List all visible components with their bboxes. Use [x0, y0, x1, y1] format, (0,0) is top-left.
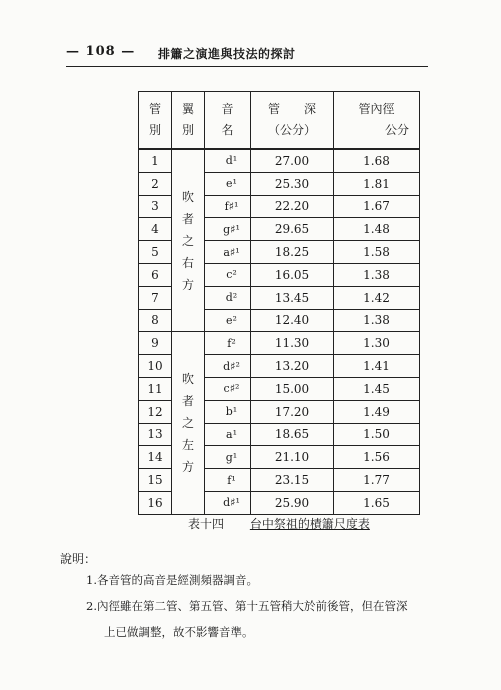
- inner-diameter-cell: 1.38: [334, 309, 420, 332]
- pipe-depth-cell: 13.20: [251, 355, 334, 378]
- pipe-depth-cell: 11.30: [251, 332, 334, 355]
- header-note-name: 音 名: [205, 92, 251, 150]
- pipe-number-cell: 9: [139, 332, 172, 355]
- pipe-depth-cell: 16.05: [251, 263, 334, 286]
- wing-character: 之: [181, 233, 194, 248]
- pipe-number-cell: 7: [139, 286, 172, 309]
- note-item-1: 1.各音管的高音是經測頻器調音。: [86, 573, 258, 587]
- caption-title: 台中祭祖的樍簫尺度表: [249, 517, 370, 531]
- wing-character: 方: [181, 277, 194, 292]
- pipe-number-cell: 14: [139, 446, 172, 469]
- wing-character: 者: [181, 211, 194, 226]
- pipe-depth-cell: 22.20: [251, 195, 334, 218]
- header-pipe-depth: 管 深 （公分）: [251, 92, 334, 150]
- table-caption: [188, 515, 370, 532]
- pipe-number-cell: 16: [139, 491, 172, 514]
- inner-diameter-cell: 1.41: [334, 355, 420, 378]
- pipe-depth-cell: 12.40: [251, 309, 334, 332]
- pipe-depth-cell: 17.20: [251, 400, 334, 423]
- header-wing: 翼 別: [172, 92, 205, 150]
- inner-diameter-cell: 1.50: [334, 423, 420, 446]
- wing-character: 左: [181, 438, 194, 453]
- pipe-number-cell: 4: [139, 218, 172, 241]
- note-name-cell: e²: [205, 309, 251, 332]
- inner-diameter-cell: 1.81: [334, 172, 420, 195]
- header-pipe-number: 管 別: [139, 92, 172, 150]
- pipe-number-cell: 2: [139, 172, 172, 195]
- table-row: [139, 332, 420, 355]
- table-row: [139, 149, 420, 172]
- note-name-cell: c²: [205, 263, 251, 286]
- note-name-cell: a¹: [205, 423, 251, 446]
- running-title: 排簫之演進與技法的探討: [158, 47, 296, 61]
- table-header-row: [139, 92, 420, 150]
- pipe-number-cell: 12: [139, 400, 172, 423]
- inner-diameter-cell: 1.45: [334, 377, 420, 400]
- pipe-dimension-table: [138, 91, 420, 515]
- pipe-number-cell: 3: [139, 195, 172, 218]
- inner-diameter-cell: 1.42: [334, 286, 420, 309]
- inner-diameter-cell: 1.38: [334, 263, 420, 286]
- pipe-number-cell: 5: [139, 241, 172, 264]
- notes-heading: 說明：: [60, 552, 97, 566]
- note-name-cell: d²: [205, 286, 251, 309]
- pipe-number-cell: 15: [139, 469, 172, 492]
- pipe-depth-cell: 15.00: [251, 377, 334, 400]
- note-name-cell: g♯¹: [205, 218, 251, 241]
- note-name-cell: f²: [205, 332, 251, 355]
- note-name-cell: b¹: [205, 400, 251, 423]
- pipe-number-cell: 11: [139, 377, 172, 400]
- pipe-depth-cell: 21.10: [251, 446, 334, 469]
- wing-left-cell: [172, 332, 205, 514]
- pipe-number-cell: 10: [139, 355, 172, 378]
- inner-diameter-cell: 1.49: [334, 400, 420, 423]
- pipe-number-cell: 6: [139, 263, 172, 286]
- wing-character: 吹: [181, 189, 194, 204]
- note-item-2: 2.內徑雖在第二管、第五管、第十五管稍大於前後管，但在管深: [86, 599, 408, 613]
- wing-character: 右: [181, 255, 194, 270]
- pipe-number-cell: 13: [139, 423, 172, 446]
- note-name-cell: e¹: [205, 172, 251, 195]
- note-name-cell: g¹: [205, 446, 251, 469]
- note-name-cell: d♯²: [205, 355, 251, 378]
- wing-character: 之: [181, 416, 194, 431]
- pipe-depth-cell: 25.90: [251, 491, 334, 514]
- inner-diameter-cell: 1.58: [334, 241, 420, 264]
- pipe-number-cell: 8: [139, 309, 172, 332]
- note-name-cell: d¹: [205, 149, 251, 172]
- pipe-number-cell: 1: [139, 149, 172, 172]
- pipe-depth-cell: 27.00: [251, 149, 334, 172]
- inner-diameter-cell: 1.65: [334, 491, 420, 514]
- note-item-2-continued: 上已做調整，故不影響音準。: [104, 625, 254, 639]
- pipe-depth-cell: 25.30: [251, 172, 334, 195]
- wing-character: 方: [181, 460, 194, 475]
- inner-diameter-cell: 1.77: [334, 469, 420, 492]
- note-name-cell: a♯¹: [205, 241, 251, 264]
- inner-diameter-cell: 1.48: [334, 218, 420, 241]
- pipe-depth-cell: 18.25: [251, 241, 334, 264]
- header-rule: [66, 66, 428, 67]
- caption-label: 表十四: [188, 517, 225, 531]
- pipe-depth-cell: 13.45: [251, 286, 334, 309]
- inner-diameter-cell: 1.67: [334, 195, 420, 218]
- pipe-depth-cell: 18.65: [251, 423, 334, 446]
- header-inner-diameter: 管內徑 公分: [334, 92, 420, 150]
- running-header: [66, 44, 426, 66]
- wing-right-cell: [172, 149, 205, 332]
- page-number: — 108 —: [66, 44, 136, 59]
- note-name-cell: c♯²: [205, 377, 251, 400]
- note-name-cell: d♯¹: [205, 491, 251, 514]
- note-name-cell: f¹: [205, 469, 251, 492]
- pipe-depth-cell: 29.65: [251, 218, 334, 241]
- inner-diameter-cell: 1.68: [334, 149, 420, 172]
- note-name-cell: f♯¹: [205, 195, 251, 218]
- wing-character: 者: [181, 394, 194, 409]
- inner-diameter-cell: 1.30: [334, 332, 420, 355]
- inner-diameter-cell: 1.56: [334, 446, 420, 469]
- pipe-depth-cell: 23.15: [251, 469, 334, 492]
- wing-character: 吹: [181, 372, 194, 387]
